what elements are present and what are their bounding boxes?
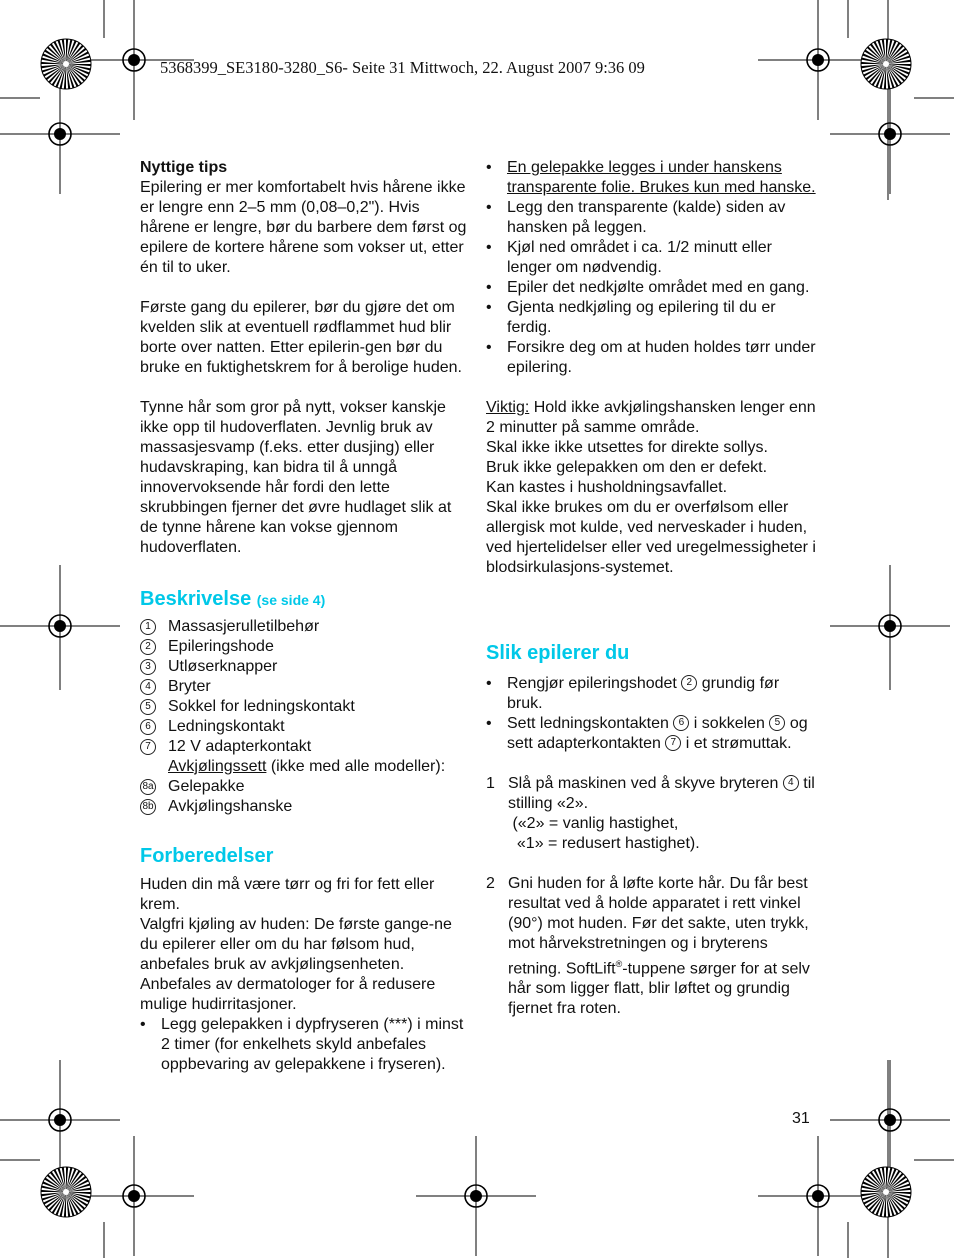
tips-heading: Nyttige tips	[140, 159, 228, 176]
important-note: Viktig: Hold ikke avkjølingshansken lenger enn 2 minutter på samme område.	[486, 399, 816, 436]
cooling-step-text: Gjenta nedkjøling og epilering til du er ferdig.	[507, 299, 776, 336]
part-item	[140, 797, 470, 817]
preparation-heading: Forberedelser	[140, 845, 274, 867]
important-label: Viktig:	[486, 399, 530, 416]
cooling-step: • Forsikre deg om at huden holdes tørr under epilering.	[486, 338, 818, 378]
left-column	[140, 158, 470, 1075]
part-item	[140, 737, 470, 757]
cooling-kit-row	[140, 757, 470, 777]
preparation-paragraph-2: Valgfri kjøling av huden: De første gange-ne du epilerer eller om du har følsom hud, anbefales bruk av avkjølingsenheten. Anbefales av dermatologer for å redusere mulige hudirritasjoner.	[140, 916, 452, 1013]
part-item	[140, 637, 470, 657]
warning-disposal: Kan kastes i husholdningsavfallet.	[486, 479, 728, 496]
part-item	[140, 697, 470, 717]
part-label: 12 V adapterkontakt	[168, 738, 312, 755]
step-1: 1 Slå på maskinen ved å skyve bryteren 4 til stilling «2». («2» = vanlig hastighet, «1» = redusert hastighet).	[486, 775, 815, 852]
tips-paragraph-1: Epilering er mer komfortabelt hvis hårene ikke er lengre enn 2–5 mm (0,08–0,2"). Hvis hårene er lengre, bør du barbere dem først og epilere de kortere hårene som vokser ut, etter én til to uker.	[140, 179, 467, 276]
part-number: 8a	[140, 779, 156, 795]
cooling-kit-note: (ikke med alle modeller):	[266, 758, 446, 775]
cooling-step: • En gelepakke legges i under hanskens transparente folie. Brukes kun med hanske.	[486, 158, 818, 198]
how-to-epilate-heading: Slik epilerer du	[486, 642, 630, 664]
print-header: 5368399_SE3180-3280_S6- Seite 31 Mittwoch, 22. August 2007 9:36 09	[160, 58, 645, 77]
warning-defect: Bruk ikke gelepakken om den er defekt.	[486, 459, 768, 476]
part-item	[140, 717, 470, 737]
right-column	[486, 158, 818, 1019]
cooling-step-text: En gelepakke legges i under hanskens transparente folie. Brukes kun med hanske.	[507, 159, 816, 196]
cooling-step: • Legg den transparente (kalde) siden av hansken på leggen.	[486, 198, 818, 238]
part-label: Ledningskontakt	[168, 718, 285, 735]
page-number: 31	[792, 1110, 810, 1127]
part-number: 5	[140, 699, 156, 715]
tips-paragraph-3: Tynne hår som gror på nytt, vokser kanskje ikke opp til hudoverflaten. Jevnlig bruk av massasjesvamp (f.eks. etter dusjing) eller hudavskraping, kan bidra til å unngå innovervoksende hår fordi den lette skrubbingen fjerner det øvre hudlaget slik at de tynne hårene kan vokse gjennom hudoverflaten.	[140, 399, 452, 556]
cooling-parts-list	[140, 777, 470, 817]
cooling-step: • Kjøl ned området i ca. 1/2 minutt eller lenger om nødvendig.	[486, 238, 818, 278]
part-label: Sokkel for ledningskontakt	[168, 698, 355, 715]
how-bullet-connect: • Sett ledningskontakten 6 i sokkelen 5 og sett adapterkontakten 7 i et strømuttak.	[486, 715, 808, 752]
part-label: Epileringshode	[168, 638, 274, 655]
part-number: 8b	[140, 799, 156, 815]
description-title: Beskrivelse	[140, 588, 252, 610]
part-number: 6	[140, 719, 156, 735]
cooling-step-text: Kjøl ned området i ca. 1/2 minutt eller lenger om nødvendig.	[507, 239, 773, 276]
warning-sunlight: Skal ikke ikke utsettes for direkte sollys.	[486, 439, 768, 456]
part-label: Gelepakke	[168, 778, 245, 795]
part-number: 3	[140, 659, 156, 675]
part-number: 2	[140, 639, 156, 655]
cooling-step-text: Forsikre deg om at huden holdes tørr under epilering.	[507, 339, 816, 376]
warning-sensitivity: Skal ikke brukes om du er overfølsom eller allergisk mot kulde, ved nerveskader i huden, ved hjertelidelser eller ved uregelmessigheter i blodsirkulasjons-systemet.	[486, 499, 816, 576]
cooling-step-text: Epiler det nedkjølte området med en gang.	[507, 279, 810, 296]
part-number: 4	[140, 679, 156, 695]
cooling-kit-label: Avkjølingssett	[168, 758, 267, 775]
part-item	[140, 617, 470, 637]
cooling-step: • Epiler det nedkjølte området med en gang.	[486, 279, 810, 296]
cooling-step: • Gjenta nedkjøling og epilering til du er ferdig.	[486, 298, 818, 338]
part-label: Utløserknapper	[168, 658, 278, 675]
cooling-steps-list	[486, 158, 818, 378]
part-item	[140, 677, 470, 697]
description-heading	[140, 586, 470, 613]
tips-paragraph-2: Første gang du epilerer, bør du gjøre det om kvelden slik at eventuell rødflammet hud blir borte over natten. Etter epilerin-gen bør du bruke en fuktighetskrem for å berolige huden.	[140, 299, 462, 376]
description-page-ref: (se side 4)	[256, 592, 326, 608]
part-label: Avkjølingshanske	[168, 798, 293, 815]
how-bullet-clean: • Rengjør epileringshodet 2 grundig før bruk.	[486, 675, 780, 712]
part-item	[140, 777, 470, 797]
part-item	[140, 657, 470, 677]
part-label: Bryter	[168, 678, 211, 695]
part-number: 7	[140, 739, 156, 755]
cooling-step-text: Legg den transparente (kalde) siden av hansken på leggen.	[507, 199, 786, 236]
step-2: 2 Gni huden for å løfte korte hår. Du får best resultat ved å holde apparatet i rett vinkel (90°) mot huden. Før det sakte, uten trykk, mot hårvekstretningen og i bryterens retning. SoftLift®-tuppene sørger for at selv hår som ligger flatt, blir løftet og grundig fjernet fra roten.	[486, 875, 810, 1018]
part-number: 1	[140, 619, 156, 635]
preparation-paragraph-1: Huden din må være tørr og fri for fett eller krem.	[140, 876, 435, 913]
part-label: Massasjerulletilbehør	[168, 618, 320, 635]
parts-list	[140, 617, 470, 757]
preparation-bullet: • Legg gelepakken i dypfryseren (***) i minst 2 timer (for enkelhets skyld anbefales oppbevaring av gelepakkene i fryseren).	[140, 1016, 464, 1073]
